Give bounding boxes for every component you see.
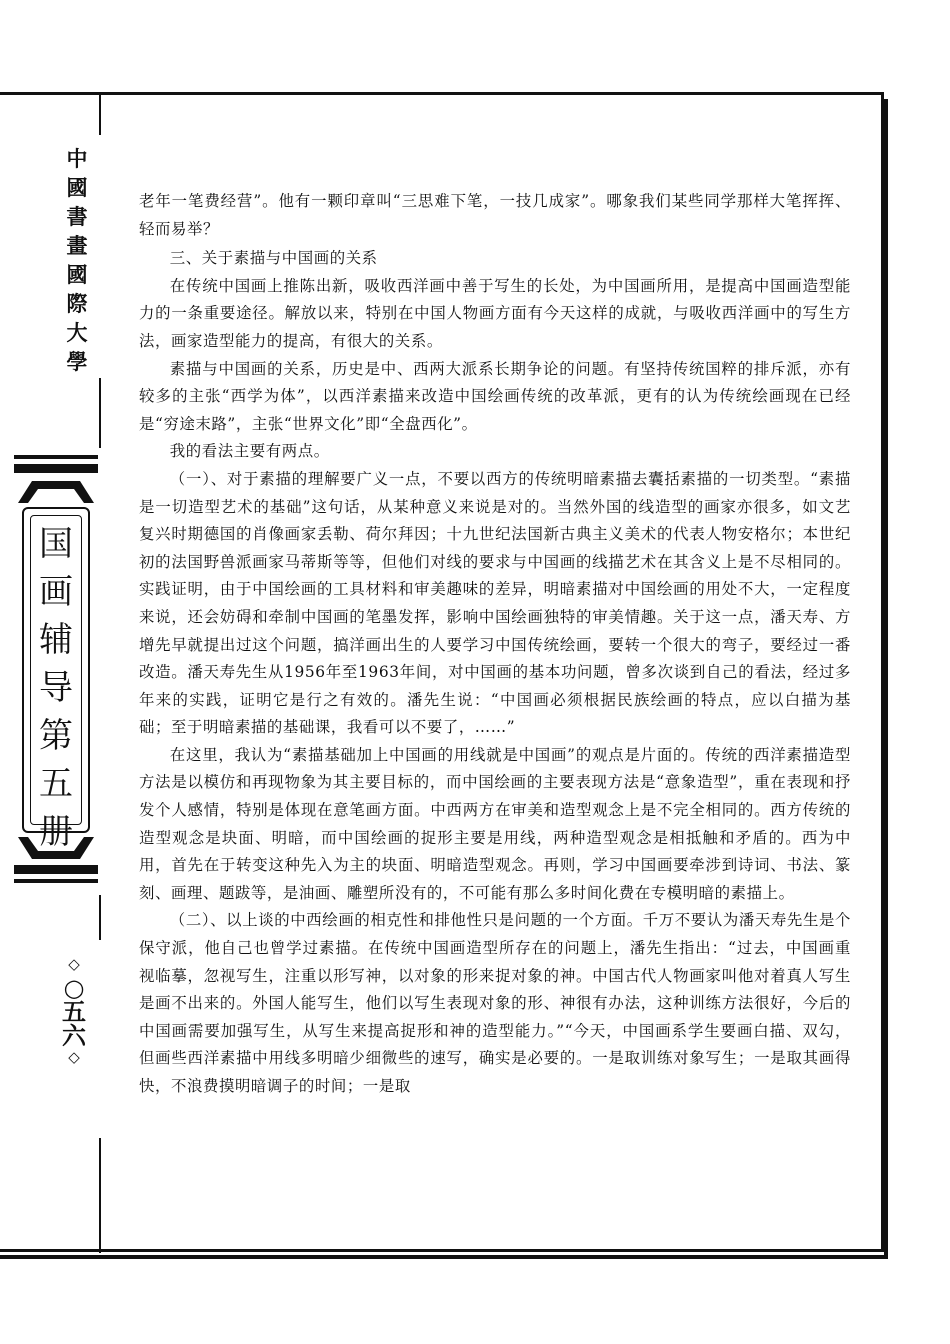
book-title-char: 第: [39, 716, 73, 756]
plaque-bar-top-1: [14, 455, 98, 459]
sidebar-rule-middle-bottom: [99, 895, 101, 940]
diamond-icon: ◇: [68, 955, 80, 973]
plaque-bar-top-2: [14, 464, 98, 473]
diamond-icon: ◇: [68, 1048, 80, 1066]
page-number-char: ○: [63, 973, 85, 1002]
sidebar-rule-middle-top: [99, 378, 101, 448]
plaque-body: [22, 507, 90, 852]
book-title-plaque: [14, 455, 98, 887]
paragraph: （二）、以上谈的中西绘画的相克性和排他性只是问题的一个方面。千万不要认为潘天寿先生是个保守派，他自己也曾学过素描。在传统中国画造型所存在的问题上，潘先生指出：“过去，中国画重视临摹，忽视写生，注重以形写神，以对象的形来捉对象的神。中国古代人物画家叫他对着真人写生是画不出来的。外国人能写生，他们以写生表现对象的形、神很有办法，这种训练方法很好，今后的中国画需要加强写生，从写生来提高捉形和神的造型能力。”“今天，中国画系学生要画白描、双勾，但画些西洋素描中用线多明暗少细微些的速写，确实是必要的。一是取训练对象写生；一是取其画得快，不浪费摸明暗调子的时间；一是取: [139, 911, 851, 1095]
book-title-char: 导: [39, 668, 73, 708]
page-number-char: 六: [62, 1021, 86, 1050]
plaque-chevron-top-icon: [18, 477, 94, 503]
book-title-char: 画: [39, 572, 73, 612]
series-title-char: 大: [66, 320, 88, 345]
section-heading: 三、关于素描与中国画的关系: [169, 249, 378, 268]
paragraph: 素描与中国画的关系，历史是中、西两大派系长期争论的问题。有坚持传统国粹的排斥派，亦有较多的主张“西学为体”，以西洋素描来改造中国绘画传统的改革派，更有的认为传统绘画现在已经是“穷途末路”，主张“世界文化”即“全盘西化”。: [139, 359, 851, 433]
series-title: [52, 148, 102, 380]
book-title-char: 五: [39, 764, 73, 804]
sidebar-rule-bottom: [99, 1138, 101, 1253]
series-title-char: 際: [66, 291, 88, 316]
paragraph: 老年一笔费经营”。他有一颗印章叫“三思难下笔，一技几成家”。哪象我们某些同学那样大笔挥挥、轻而易举？: [139, 192, 851, 238]
page-number-char: 五: [62, 997, 86, 1026]
plaque-bar-bottom-1: [14, 865, 98, 874]
paragraph: 在传统中国画上推陈出新，吸收西洋画中善于写生的长处，为中国画所用，是提高中国画造型能力的一条重要途径。解放以来，特别在中国人物画方面有今天这样的成就，与吸收西洋画中的写生方法，画家造型能力的提高，有很大的关系。: [139, 276, 851, 350]
series-title-char: 學: [66, 349, 88, 374]
paragraph: 在这里，我认为“素描基础加上中国画的用线就是中国画”的观点是片面的。传统的西洋素描造型方法是以模仿和再现物象为其主要目标的，而中国绘画的主要表现方法是“意象造型”，重在表现和抒发个人感情，特别是体现在意笔画方面。中西两方在审美和造型观念上是不完全相同的。西方传统的造型观念是块面、明暗，而中国绘画的捉形主要是用线，两种造型观念是相抵触和矛盾的。西为中用，首先在于转变这种先入为主的块面、明暗造型观念。再则，学习中国画要牵涉到诗词、书法、篆刻、画理、题跋等，是油画、雕塑所没有的，不可能有那么多时间化费在专模明暗的素描上。: [139, 745, 851, 902]
series-title-char: 畫: [66, 233, 88, 258]
sidebar-rule-top: [99, 95, 101, 135]
book-title-char: 册: [39, 812, 73, 852]
plaque-chevron-bottom-icon: [18, 837, 94, 863]
book-title-char: 国: [39, 524, 73, 564]
paragraph: 我的看法主要有两点。: [169, 442, 330, 461]
paragraph: （一）、对于素描的理解要广义一点，不要以西方的传统明暗素描去囊括素描的一切类型。“素描是一切造型艺术的基础”这句话，从某种意义来说是对的。当然外国的线造型的画家亦很多，如文艺复兴时期德国的肖像画家丢勒、荷尔拜因；十九世纪法国新古典主义美术的代表人物安格尔；本世纪初的法国野兽派画家马蒂斯等等，但他们对线的要求与中国画的线描艺术在其含义上是不尽相同的。实践证明，由于中国绘画的工具材料和审美趣味的差异，明暗素描对中国绘画的用处不大，一定程度来说，还会妨碍和牵制中国画的笔墨发挥，影响中国绘画独特的审美情趣。关于这一点，潘天寿、方增先早就提出过这个问题，搞洋画出生的人要学习中国传统绘画，要转一个很大的弯子，要经过一番改造。潘天寿先生从1956年至1963年间，对中国画的基本功问题，曾多次谈到自己的看法，经过多年来的实践，证明它是行之有效的。潘先生说：“中国画必须根据民族绘画的特点，应以白描为基础；至于明暗素描的基础课，我看可以不要了，……”: [139, 469, 851, 737]
body-text: [139, 188, 851, 1101]
book-title: [24, 524, 88, 863]
book-title-char: 辅: [39, 620, 73, 660]
plaque-bar-bottom-2: [14, 879, 98, 883]
series-title-char: 中: [66, 146, 88, 171]
series-title-char: 國: [66, 262, 88, 287]
series-title-char: 書: [66, 204, 88, 229]
series-title-char: 國: [66, 175, 88, 200]
page-number: [46, 955, 102, 1069]
